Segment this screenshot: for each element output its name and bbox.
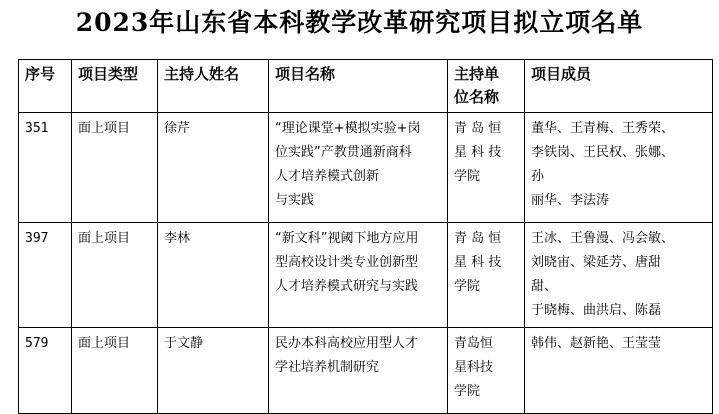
unit-line: 青岛恒 xyxy=(454,336,494,351)
row-members xyxy=(525,113,713,223)
unit-line: 星 科 技 xyxy=(454,145,502,160)
row-project-name xyxy=(269,328,448,414)
row-type: 面上项目 xyxy=(72,113,158,223)
table-row xyxy=(19,223,713,328)
members-line: 董华、王青梅、王秀荣、 xyxy=(531,121,675,136)
members-line: 于晓梅、曲洪启、陈磊 xyxy=(531,303,662,318)
unit-line: 青 岛 恒 xyxy=(454,121,502,136)
header-leader: 主持人姓名 xyxy=(158,60,269,113)
members-line: 王冰、王鲁漫、冯会敏、 xyxy=(531,231,675,246)
header-unit-line: 位名称 xyxy=(454,88,500,106)
table-row xyxy=(19,328,713,414)
header-unit xyxy=(448,60,525,113)
project-table xyxy=(18,59,713,414)
table-row xyxy=(19,113,713,223)
unit-line: 学院 xyxy=(454,169,481,184)
project-name-line: “理论课堂+模拟实验+岗 xyxy=(275,121,421,136)
page-title: 2023年山东省本科教学改革研究项目拟立项名单 xyxy=(75,8,644,37)
unit-line: 星科技 xyxy=(454,360,494,375)
table-header-row xyxy=(19,60,713,113)
row-members xyxy=(525,223,713,328)
row-project-name xyxy=(269,223,448,328)
members-line: 孙 xyxy=(531,169,545,184)
row-seq: 351 xyxy=(19,113,72,223)
header-members: 项目成员 xyxy=(525,60,713,113)
row-seq: 579 xyxy=(19,328,72,414)
header-type: 项目类型 xyxy=(72,60,158,113)
unit-line: 星 科 技 xyxy=(454,255,502,270)
members-line: 丽华、李法涛 xyxy=(531,193,610,208)
header-project-name: 项目名称 xyxy=(269,60,448,113)
row-unit xyxy=(448,113,525,223)
row-project-name xyxy=(269,113,448,223)
row-type: 面上项目 xyxy=(72,223,158,328)
project-name-line: 位实践”产教贯通新商科 xyxy=(275,145,412,160)
header-seq: 序号 xyxy=(19,60,72,113)
row-unit xyxy=(448,223,525,328)
project-name-line: 学社培养机制研究 xyxy=(275,360,380,375)
row-seq: 397 xyxy=(19,223,72,328)
members-line: 刘晓宙、梁延芳、唐甜 xyxy=(531,255,662,270)
members-line: 李铁岗、王民权、张娜、 xyxy=(531,145,675,160)
project-name-line: 人才培养模式创新 xyxy=(275,169,380,184)
unit-line: 学院 xyxy=(454,279,481,294)
project-name-line: 人才培养模式研究与实践 xyxy=(275,279,419,294)
project-name-line: 民办本科高校应用型人才 xyxy=(275,336,419,351)
row-unit xyxy=(448,328,525,414)
row-members xyxy=(525,328,713,414)
row-leader: 徐芹 xyxy=(158,113,269,223)
unit-line: 青 岛 恒 xyxy=(454,231,502,246)
unit-line: 学院 xyxy=(454,384,481,399)
members-line: 甜、 xyxy=(531,279,558,294)
row-leader: 李林 xyxy=(158,223,269,328)
row-leader: 于文静 xyxy=(158,328,269,414)
members-line: 韩伟、赵新艳、王莹莹 xyxy=(531,336,662,351)
row-type: 面上项目 xyxy=(72,328,158,414)
header-unit-line: 主持单 xyxy=(454,65,500,83)
project-name-line: “新文科”视阈下地方应用 xyxy=(275,231,419,246)
project-name-line: 与实践 xyxy=(275,193,315,208)
project-name-line: 型高校设计类专业创新型 xyxy=(275,255,419,270)
